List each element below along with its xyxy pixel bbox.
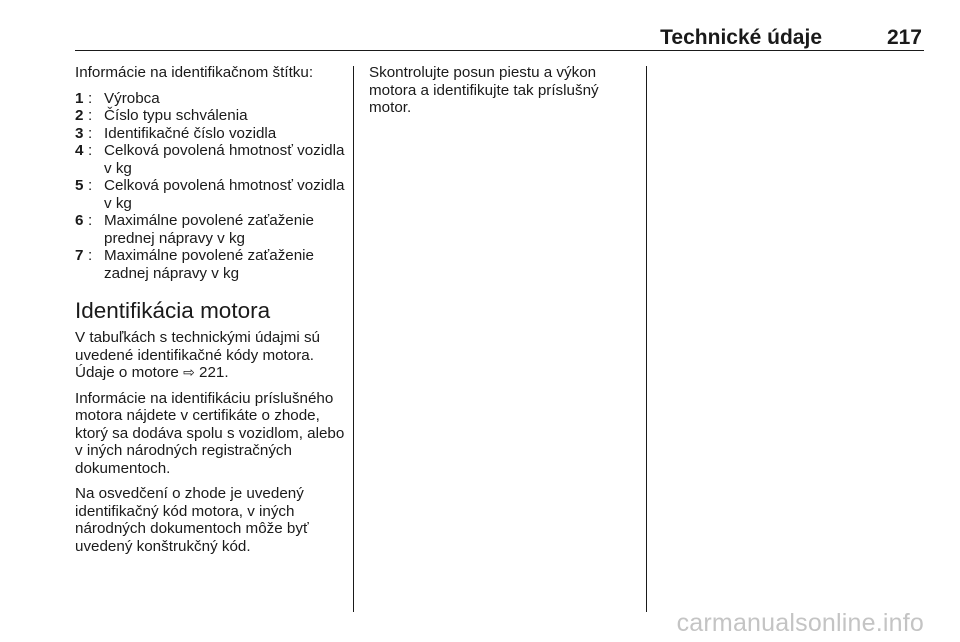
list-item: 7 : Maximálne povolené zaťaženie zadnej nápravy v kg — [75, 247, 347, 282]
page-reference-arrow-icon[interactable]: ⇨ — [183, 364, 195, 380]
column-divider-right — [646, 66, 647, 612]
item-number: 6 — [75, 212, 84, 229]
paragraph-construction-code: Na osvedčení o zhode je uvedený identifikačný kód motora, v iných národných dokumentoch môže byť uvedený konštrukčný kód. — [75, 485, 309, 555]
item-text: Celková povolená hmotnosť vozidla v kg — [104, 142, 345, 177]
item-text: Identifikačné číslo vozidla — [104, 124, 277, 142]
paragraph-piston: Skontrolujte posun piestu a výkon motora a identifikujte tak príslušný motor. — [369, 64, 599, 116]
column-middle — [369, 64, 637, 125]
page-header — [75, 22, 924, 51]
paragraph-certificate: Informácie na identifikáciu príslušného motora nájdete v certifikáte o zhode, ktorý sa dodáva spolu s vozidlom, alebo v iných národných registračných dokumentoch. — [75, 389, 345, 477]
list-item: 6 : Maximálne povolené zaťaženie prednej nápravy v kg — [75, 212, 347, 247]
item-text: Výrobca — [104, 89, 160, 107]
item-text: Maximálne povolené zaťaženie prednej nápravy v kg — [104, 212, 315, 247]
list-item: 5 : Celková povolená hmotnosť vozidla v kg — [75, 177, 347, 212]
watermark: carmanualsonline.info — [676, 609, 924, 637]
page-number: 217 — [886, 26, 922, 49]
item-number: 7 — [75, 247, 84, 264]
list-item: 4 : Celková povolená hmotnosť vozidla v kg — [75, 142, 347, 177]
item-number: 2 — [75, 107, 84, 124]
item-text: Číslo typu schválenia — [104, 107, 248, 124]
label-list — [75, 90, 347, 283]
column-left — [75, 64, 347, 563]
item-number: 3 — [75, 124, 84, 142]
list-item: 3 : Identifikačné číslo vozidla — [75, 125, 347, 143]
item-number: 4 — [75, 142, 84, 159]
item-number: 1 — [75, 89, 84, 107]
list-item: 2 : Číslo typu schválenia — [75, 107, 347, 125]
item-text: Celková povolená hmotnosť vozidla v kg — [104, 177, 345, 212]
page-reference: 221. — [194, 364, 229, 381]
list-item: 1 : Výrobca — [75, 90, 347, 108]
column-divider-left — [353, 66, 354, 612]
header-title: Technické údaje — [660, 26, 822, 49]
label-intro: Informácie na identifikačnom štítku: — [75, 64, 314, 81]
paragraph-engine-codes: V tabuľkách s technickými údajmi sú uvedené identifikačné kódy motora. Údaje o motore ⇨ 221. — [75, 329, 321, 381]
item-number: 5 — [75, 177, 84, 194]
item-text: Maximálne povolené zaťaženie zadnej nápravy v kg — [104, 247, 315, 282]
section-heading: Identifikácia motora — [75, 298, 271, 323]
